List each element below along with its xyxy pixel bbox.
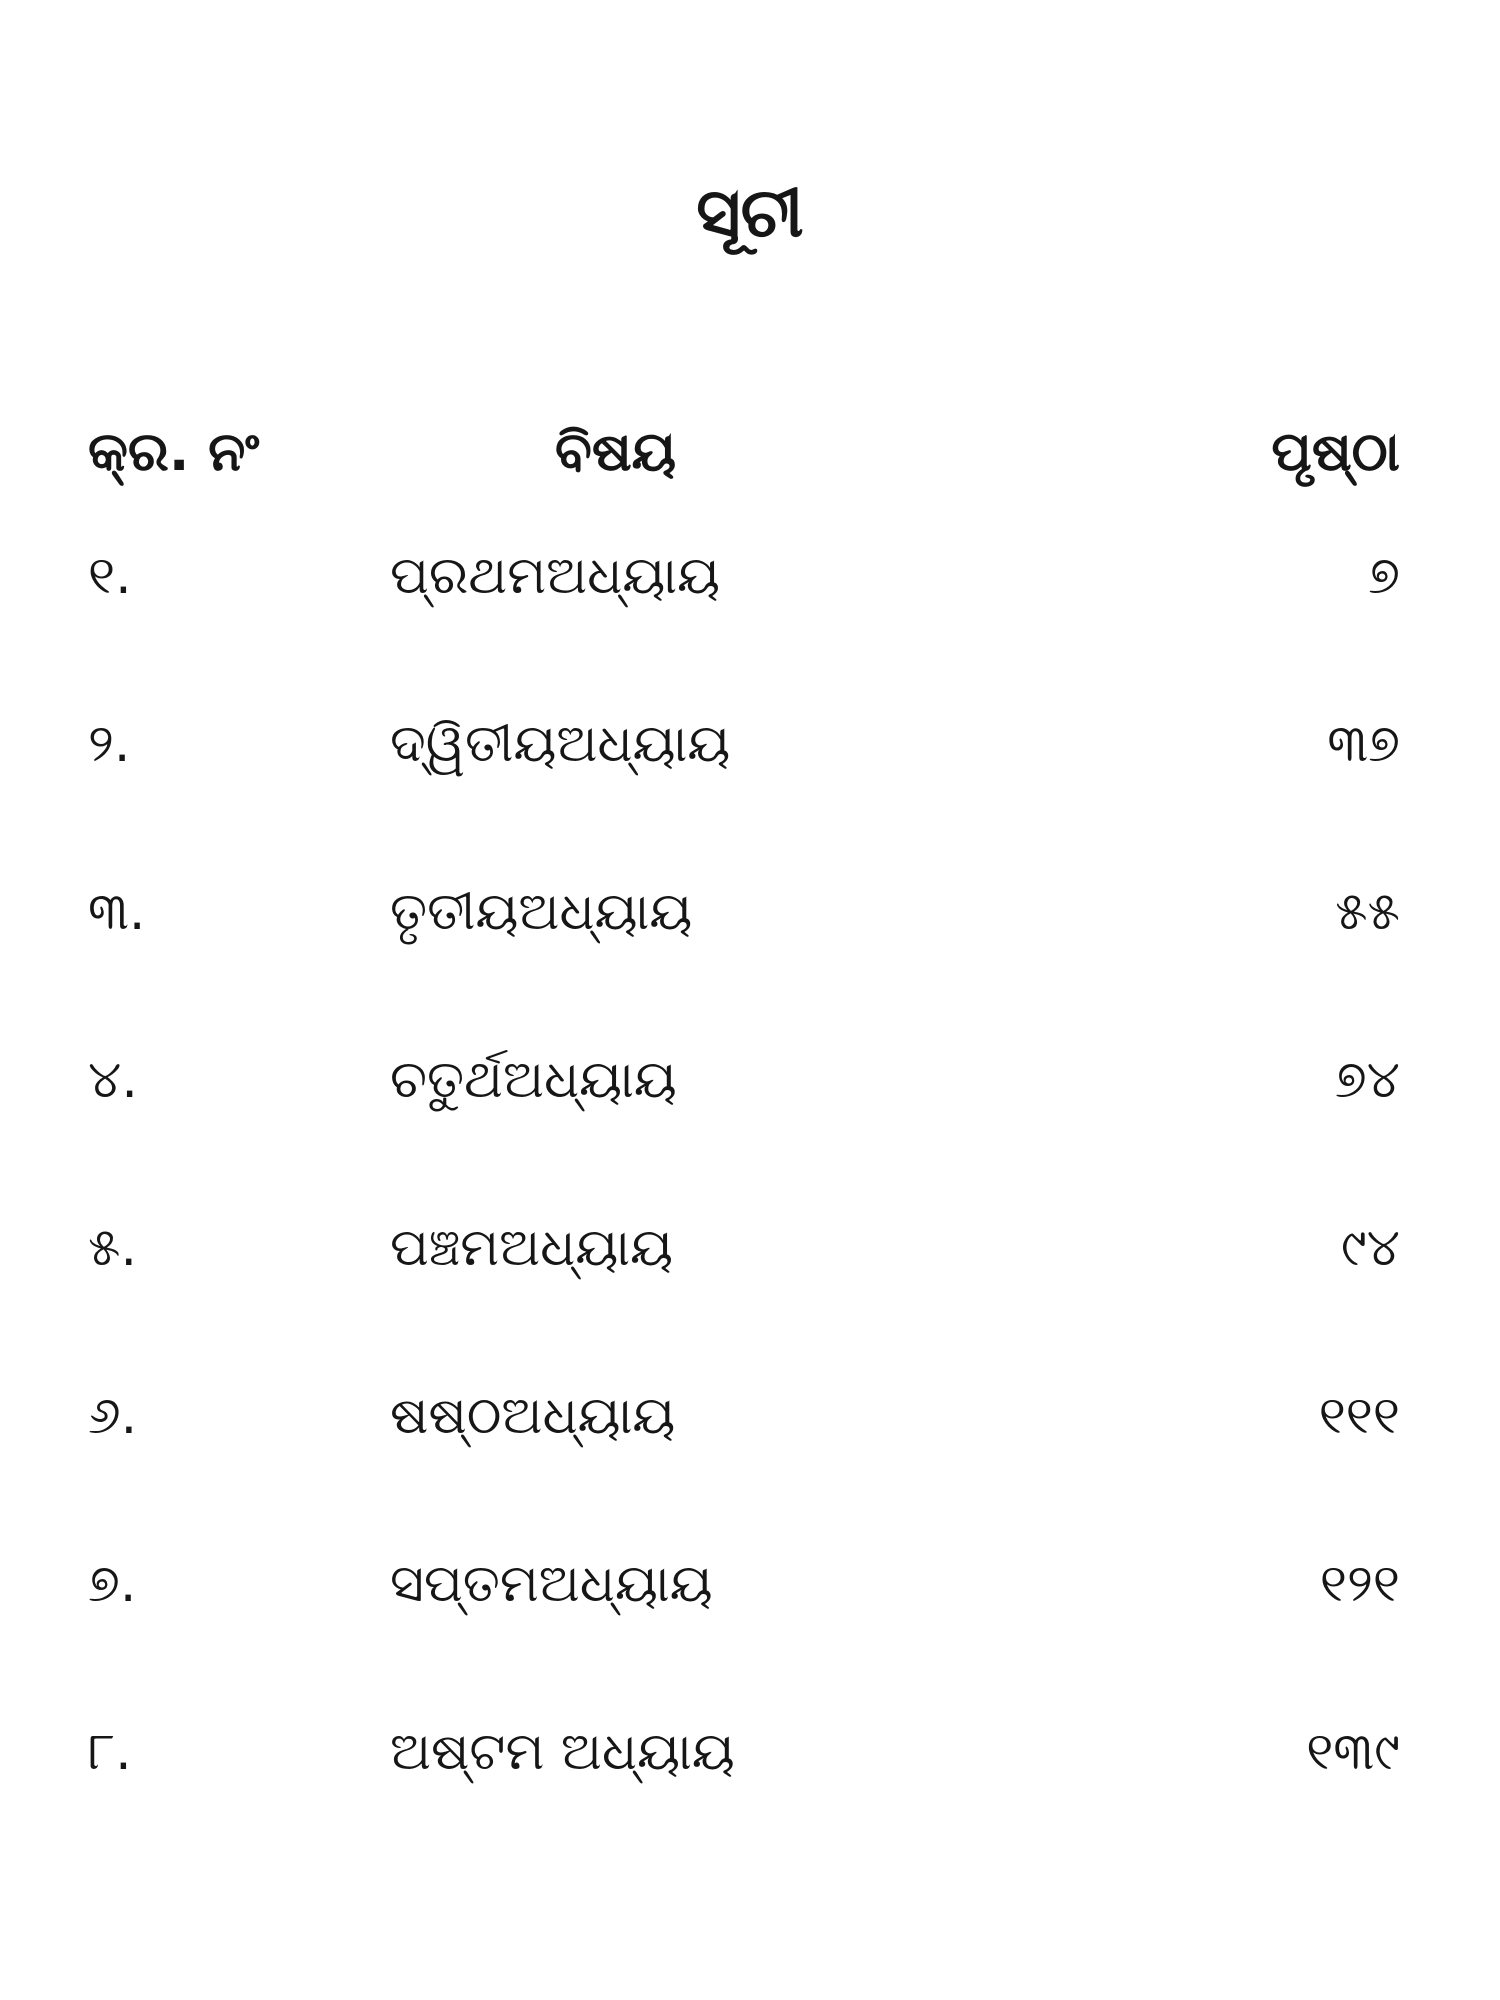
row-page: ୩୭ [1327, 714, 1400, 774]
toc-row [0, 1554, 1500, 1726]
row-subject: ସପ୍ତମଅଧ୍ୟାୟ [390, 1554, 713, 1614]
row-serial: ୮. [88, 1722, 132, 1782]
row-subject: ଦ୍ୱିତୀୟଅଧ୍ୟାୟ [390, 714, 731, 774]
toc-row [0, 546, 1500, 718]
row-page: ୭୪ [1334, 1050, 1400, 1110]
row-page: ୧୧୧ [1318, 1386, 1400, 1446]
toc-row [0, 882, 1500, 1054]
toc-row [0, 1050, 1500, 1222]
toc-header [0, 420, 1500, 505]
toc-row [0, 1386, 1500, 1558]
row-page: ୧୩୯ [1306, 1722, 1400, 1782]
row-page: ୫୫ [1335, 882, 1400, 942]
row-subject: ପଞ୍ଚମଅଧ୍ୟାୟ [390, 1218, 674, 1278]
toc-row [0, 1722, 1500, 1894]
row-page: ୭ [1368, 546, 1400, 606]
row-serial: ୩. [88, 882, 146, 942]
header-subject: ବିଷୟ [555, 420, 677, 483]
row-page: ୧୨୧ [1319, 1554, 1400, 1614]
row-subject: ତୃତୀୟଅଧ୍ୟାୟ [390, 882, 693, 942]
row-serial: ୨. [88, 714, 131, 774]
row-serial: ୭. [88, 1554, 137, 1614]
toc-row [0, 714, 1500, 886]
page-title: ସୂଚୀ [696, 174, 804, 253]
toc-list [0, 546, 1500, 1894]
row-subject: ଷଷ୍ଠଅଧ୍ୟାୟ [390, 1386, 676, 1446]
row-page: ୯୪ [1340, 1218, 1400, 1278]
toc-row [0, 1218, 1500, 1390]
header-serial: କ୍ର. ନଂ [88, 420, 260, 483]
row-serial: ୫. [88, 1218, 137, 1278]
row-subject: ଚତୁର୍ଥଅଧ୍ୟାୟ [390, 1050, 677, 1110]
row-subject: ଅଷ୍ଟମ ଅଧ୍ୟାୟ [390, 1722, 735, 1782]
row-serial: ୬. [88, 1386, 138, 1446]
row-serial: ୪. [88, 1050, 138, 1110]
header-page: ପୃଷ୍ଠା [1271, 420, 1400, 483]
row-serial: ୧. [88, 546, 132, 606]
row-subject: ପ୍ରଥମଅଧ୍ୟାୟ [390, 546, 720, 606]
